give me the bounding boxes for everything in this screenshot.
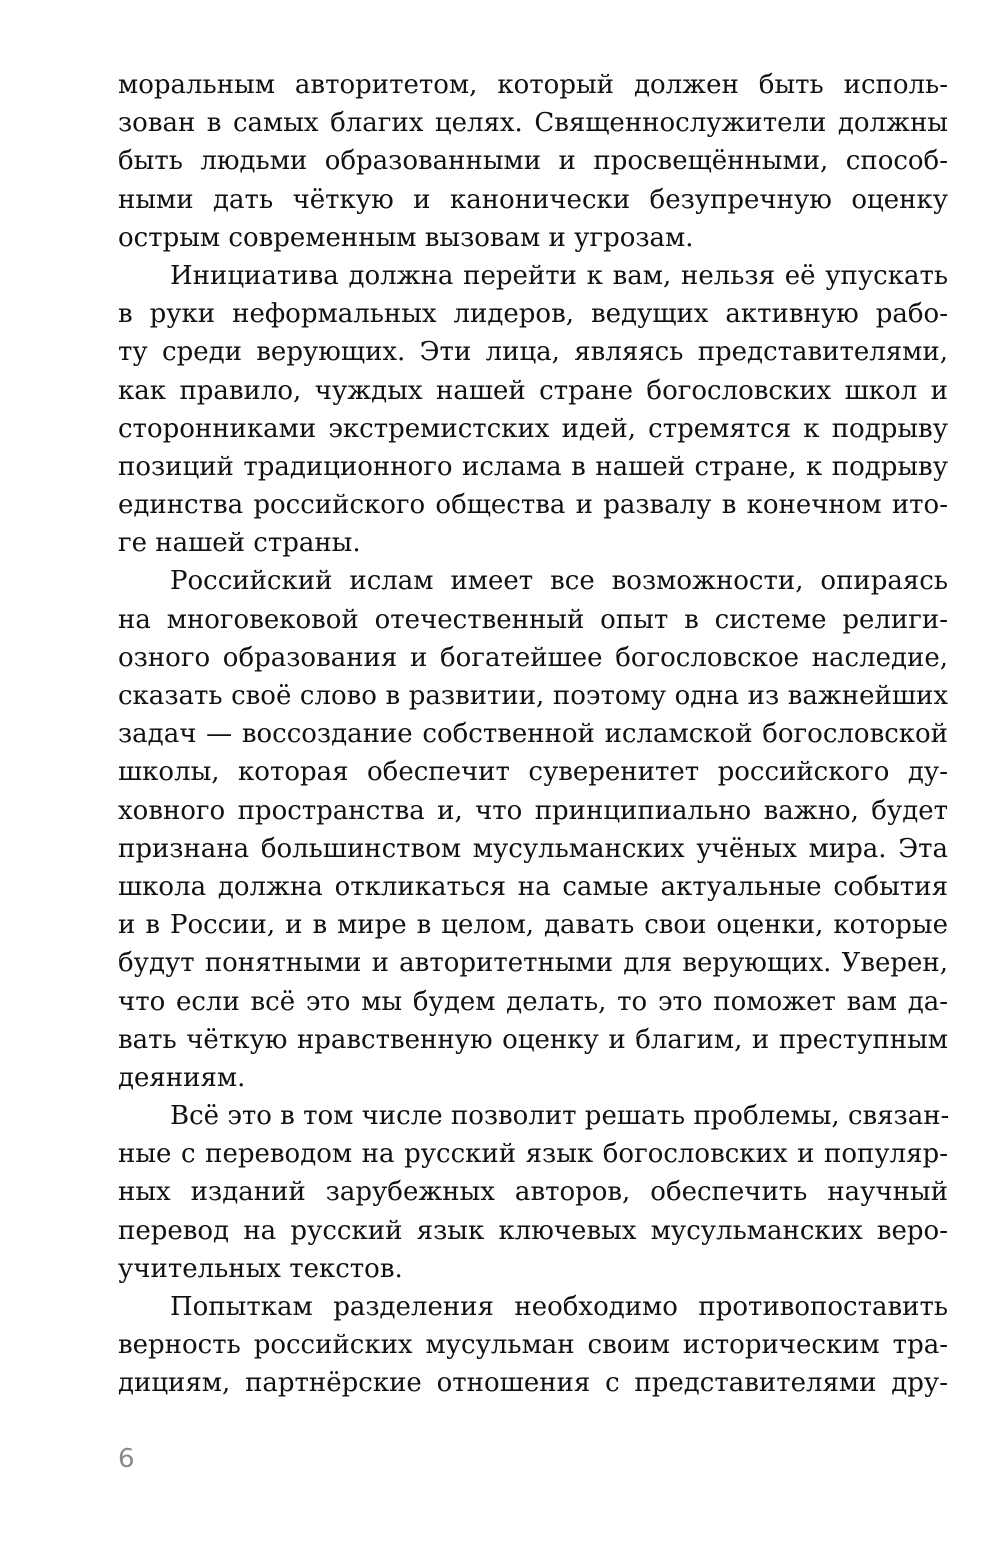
text-line: на многовековой отечественный опыт в системе религи-: [118, 604, 948, 635]
text-line: признана большинством мусульманских учёных мира. Эта: [118, 833, 948, 864]
text-line: ными дать чёткую и канонически безупречную оценку: [118, 184, 948, 215]
text-line: моральным авторитетом, который должен быть исполь-: [118, 70, 948, 100]
text-line: ге нашей страны.: [118, 528, 361, 559]
text-line: сказать своё слово в развитии, поэтому одна из важнейших: [118, 681, 948, 711]
text-line: верность российских мусульман своим историческим тра-: [118, 1330, 948, 1361]
text-line: быть людьми образованными и просвещёнными, способ-: [118, 146, 948, 177]
text-line: единства российского общества и развалу в конечном ито-: [118, 490, 948, 521]
text-line: позиций традиционного ислама в нашей стране, к подрыву: [118, 451, 948, 482]
text-line: задач — воссоздание собственной исламской богословской: [118, 719, 948, 750]
text-line: школа должна откликаться на самые актуальные события: [118, 871, 948, 902]
page-number: 6: [118, 1444, 135, 1474]
text-line: деяниям.: [118, 1062, 246, 1093]
text-line: ные с переводом на русский язык богословских и популяр-: [118, 1139, 948, 1170]
text-line: Попыткам разделения необходимо противопоставить: [170, 1292, 948, 1322]
text-line: Инициатива должна перейти к вам, нельзя её упускать: [170, 260, 948, 291]
text-line: что если всё это мы будем делать, то это поможет вам да-: [118, 986, 948, 1017]
text-line: ту среди верующих. Эти лица, являясь представителями,: [118, 337, 948, 368]
text-line: школы, которая обеспечит суверенитет российского ду-: [118, 757, 948, 788]
text-line: будут понятными и авторитетными для верующих. Уверен,: [118, 948, 948, 979]
text-line: дициям, партнёрские отношения с представителями дру-: [118, 1368, 948, 1399]
text-line: сторонниками экстремистских идей, стремятся к подрыву: [118, 413, 948, 444]
text-line: острым современным вызовам и угрозам.: [118, 222, 694, 253]
text-line: ных изданий зарубежных авторов, обеспечить научный: [118, 1177, 948, 1208]
body-text: [118, 66, 948, 1403]
text-line: в руки неформальных лидеров, ведущих активную рабо-: [118, 299, 948, 330]
text-line: озного образования и богатейшее богословское наследие,: [118, 642, 948, 673]
text-line: ховного пространства и, что принципиально важно, будет: [118, 795, 948, 826]
text-line: учительных текстов.: [118, 1253, 403, 1284]
text-line: вать чёткую нравственную оценку и благим, и преступным: [118, 1024, 948, 1055]
text-line: зован в самых благих целях. Священнослужители должны: [118, 108, 948, 139]
text-line: Российский ислам имеет все возможности, опираясь: [170, 566, 948, 597]
text-line: как правило, чуждых нашей стране богословских школ и: [118, 375, 948, 406]
text-line: Всё это в том числе позволит решать проблемы, связан-: [170, 1101, 950, 1132]
text-line: перевод на русский язык ключевых мусульманских веро-: [118, 1215, 948, 1246]
text-line: и в России, и в мире в целом, давать свои оценки, которые: [118, 910, 948, 941]
